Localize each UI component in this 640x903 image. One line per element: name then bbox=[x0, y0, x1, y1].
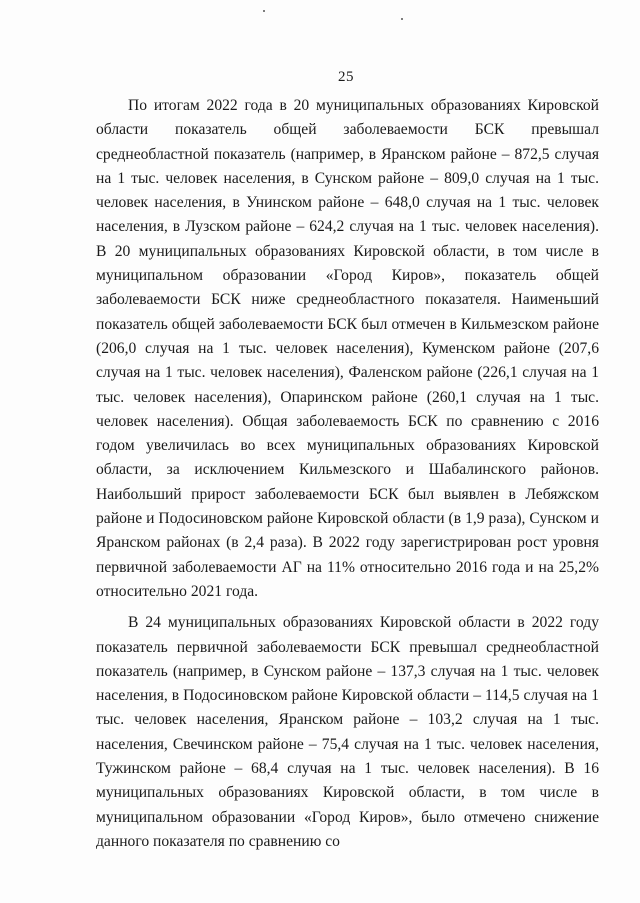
body-text bbox=[96, 94, 599, 854]
scan-speck bbox=[401, 18, 403, 20]
page-number: 25 bbox=[338, 69, 354, 85]
paragraph-2: В 24 муниципальных образованиях Кировской области в 2022 году показатель первичной заболеваемости БСК превышал среднеобластной показатель (например, в Сунском районе – 137,3 случая на 1 тыс. человек населения, в Подосиновском районе Кировской области – 114,5 случая на 1 тыс. человек населения, Яранском районе – 103,2 случая на 1 тыс. населения, Свечинском районе – 75,4 случая на 1 тыс. человек населения, Тужинском районе – 68,4 случая на 1 тыс. человек населения). В 16 муниципальных образованиях Кировской области, в том числе в муниципальном образовании «Город Киров», было отмечено снижение данного показателя по сравнению со bbox=[96, 614, 599, 850]
scan-speck bbox=[263, 10, 265, 12]
paragraph-1: По итогам 2022 года в 20 муниципальных образованиях Кировской области показатель общей заболеваемости БСК превышал среднеобластной показатель (например, в Яранском районе – 872,5 случая на 1 тыс. человек населения, в Сунском районе – 809,0 случая на 1 тыс. человек населения, в Унинском районе – 648,0 случая на 1 тыс. человек населения, в Лузском районе – 624,2 случая на 1 тыс. человек населения). В 20 муниципальных образованиях Кировской области, в том числе в муниципальном образовании «Город Киров», показатель общей заболеваемости БСК ниже среднеобластного показателя. Наименьший показатель общей заболеваемости БСК был отмечен в Кильмезском районе (206,0 случая на 1 тыс. человек населения), Куменском районе (207,6 случая на 1 тыс. человек населения), Фаленском районе (226,1 случая на 1 тыс. человек населения), Опаринском районе (260,1 случая на 1 тыс. человек населения). Общая заболеваемость БСК по сравнению с 2016 годом увеличилась во всех муниципальных образованиях Кировской области, за исключением Кильмезского и Шабалинского районов. Наибольший прирост заболеваемости БСК был выявлен в Лебяжском районе и Подосиновском районе Кировской области (в 1,9 раза), Сунском и Яранском районах (в 2,4 раза). В 2022 году зарегистрирован рост уровня первичной заболеваемости АГ на 11% относительно 2016 года и на 25,2% относительно 2021 года. bbox=[96, 97, 599, 600]
